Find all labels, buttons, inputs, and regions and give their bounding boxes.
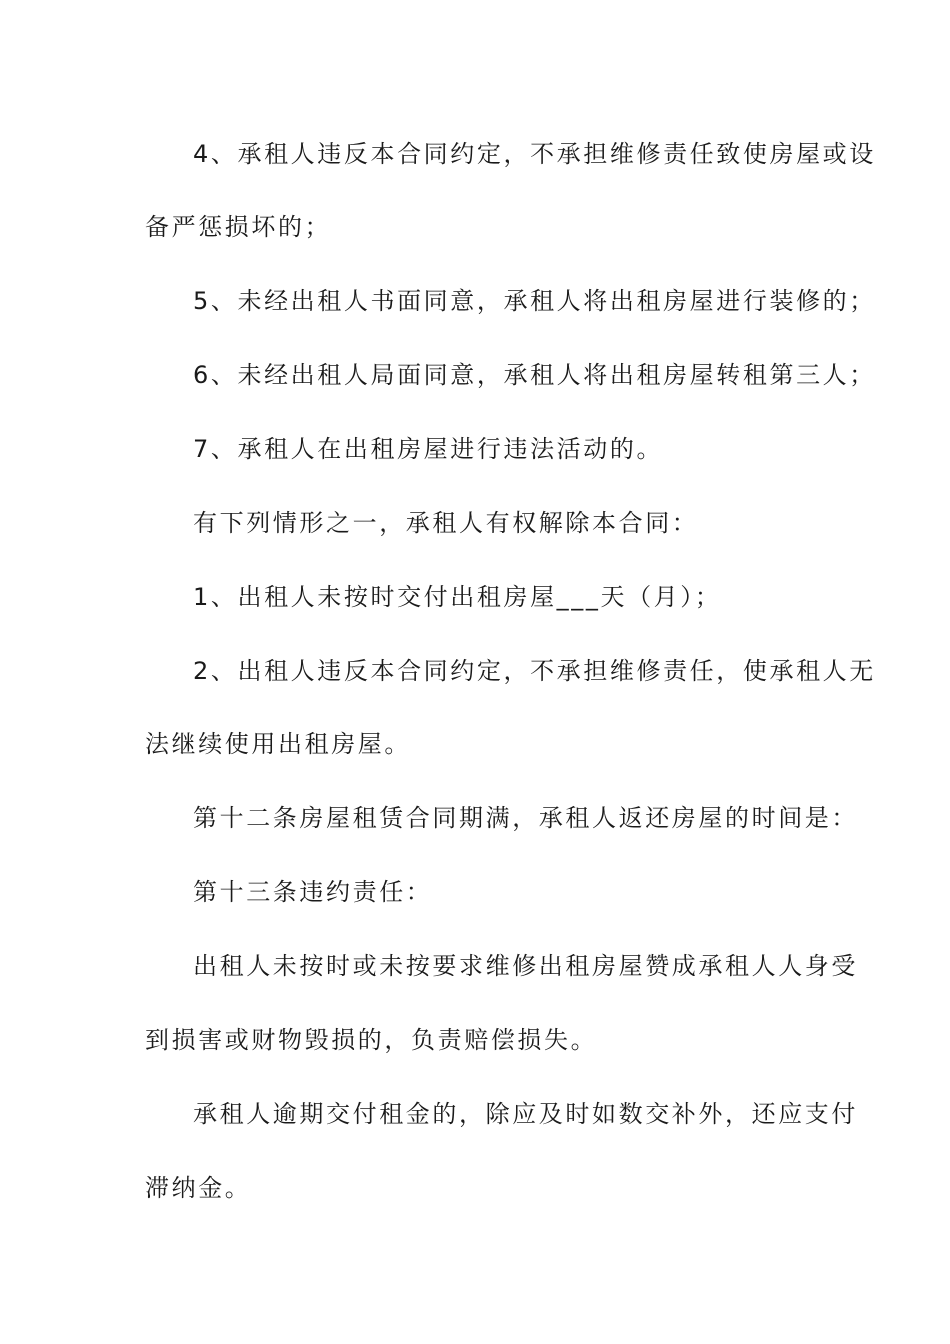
text-line: 6、未经出租人局面同意，承租人将出租房屋转租第三人； xyxy=(193,361,876,389)
text-line: 滞纳金。 xyxy=(145,1174,252,1202)
text-line: 2、出租人违反本合同约定，不承担维修责任，使承租人无 xyxy=(193,657,876,685)
text-line: 4、承租人违反本合同约定，不承担维修责任致使房屋或设 xyxy=(193,140,876,168)
text-line: 备严惩损坏的； xyxy=(145,213,332,241)
text-line: 法继续使用出租房屋。 xyxy=(145,730,411,758)
text-line: 5、未经出租人书面同意，承租人将出租房屋进行装修的； xyxy=(193,287,876,315)
text-line: 7、承租人在出租房屋进行违法活动的。 xyxy=(193,435,664,463)
text-line: 出租人未按时或未按要求维修出租房屋赞成承租人人身受 xyxy=(193,952,858,980)
text-line: 有下列情形之一，承租人有权解除本合同： xyxy=(193,509,699,537)
text-line: 到损害或财物毁损的，负责赔偿损失。 xyxy=(145,1026,598,1054)
text-line: 第十三条违约责任： xyxy=(193,878,433,906)
text-line: 第十二条房屋租赁合同期满，承租人返还房屋的时间是： xyxy=(193,804,858,832)
text-line: 1、出租人未按时交付出租房屋___天（月）； xyxy=(193,583,722,611)
text-line: 承租人逾期交付租金的，除应及时如数交补外，还应支付 xyxy=(193,1100,858,1128)
